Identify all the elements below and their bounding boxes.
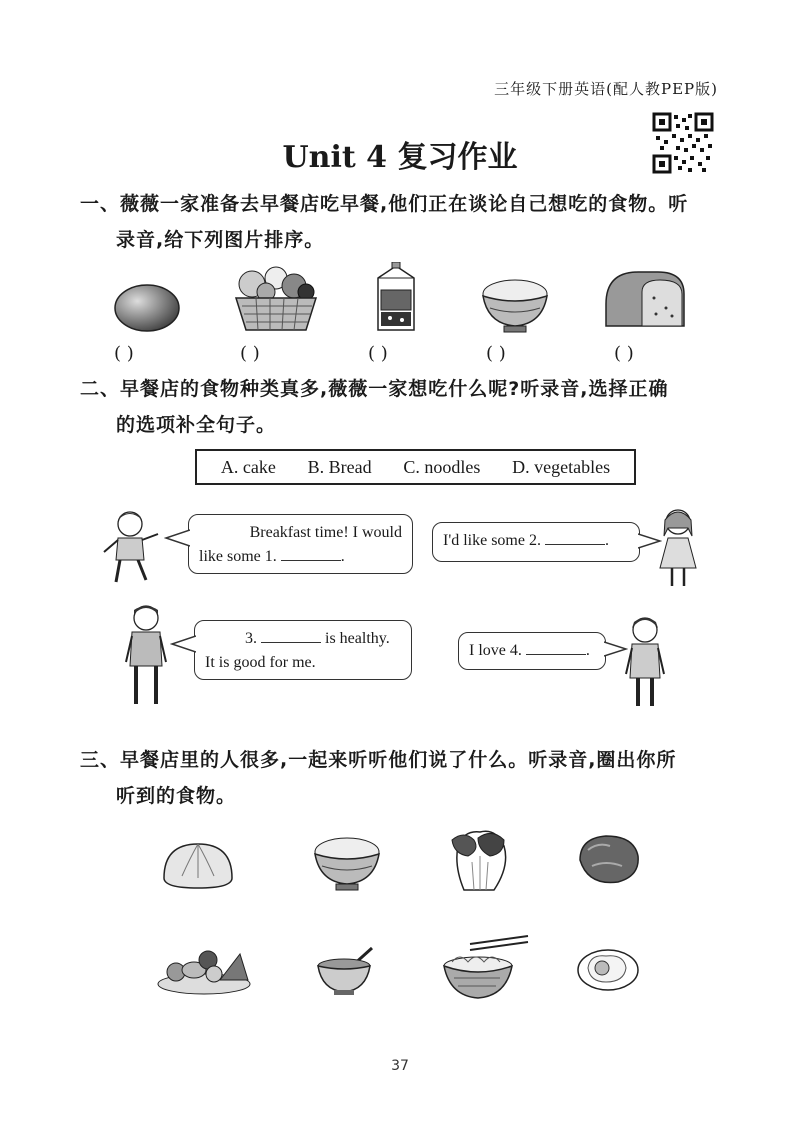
speech-bubble-2 (432, 522, 640, 562)
section1-instructions (80, 186, 725, 258)
section2-line2: 的选项补全句子。 (116, 414, 277, 436)
bubble4-end: . (585, 642, 590, 659)
option-b: B. Bread (307, 456, 372, 477)
answer-blank-2[interactable]: ( ) (240, 343, 260, 364)
answer-blank-4[interactable]: ( ) (486, 343, 506, 364)
rice-bowl-icon (312, 834, 382, 892)
qr-code-icon (652, 112, 714, 174)
blank-2[interactable] (545, 531, 605, 545)
fruit-plate-icon (156, 944, 252, 996)
answer-blank-1[interactable]: ( ) (114, 343, 134, 364)
meat-icon (574, 830, 644, 888)
answer-blank-3[interactable]: ( ) (368, 343, 388, 364)
bubble2-line: I'd like some 2. (443, 532, 541, 549)
bubble1-line1: Breakfast time! I would (249, 524, 402, 541)
option-a: A. cake (220, 456, 276, 477)
girl-character-icon (656, 506, 700, 590)
bubble1-line2: like some 1. (199, 548, 277, 565)
woman-character-icon (622, 614, 668, 710)
page-title: Unit 4 复习作业 (282, 140, 518, 175)
section2-line1: 二、早餐店的食物种类真多,薇薇一家想吃什么呢?听录音,选择正确 (80, 378, 669, 400)
fried-egg-icon (576, 946, 640, 994)
blank-1[interactable] (281, 547, 341, 561)
answer-blank-5[interactable]: ( ) (614, 343, 634, 364)
boy-character-icon (100, 508, 166, 586)
page-number: 37 (391, 1058, 409, 1074)
bubble1-end: . (340, 548, 345, 565)
speech-bubble-3 (194, 620, 412, 680)
section3-instructions (80, 742, 725, 814)
soup-bowl-icon (314, 946, 378, 998)
bubble-tail (170, 634, 196, 654)
noodles-icon (440, 934, 530, 1004)
bread-loaf-icon (598, 264, 690, 334)
bubble4-line: I love 4. (469, 642, 522, 659)
section1-line2: 录音,给下列图片排序。 (116, 229, 325, 251)
milk-carton-icon (372, 262, 420, 334)
man-character-icon (122, 604, 170, 708)
bubble3-line1: is healthy. (325, 630, 390, 647)
cabbage-icon (444, 826, 514, 896)
bubble3-line2: It is good for me. (205, 654, 316, 671)
option-c: C. noodles (403, 456, 481, 477)
blank-3[interactable] (261, 629, 321, 643)
section2-instructions (80, 371, 725, 443)
steamed-bun-icon (160, 838, 236, 892)
speech-bubble-4 (458, 632, 606, 670)
option-d: D. vegetables (512, 456, 611, 477)
bubble2-end: . (604, 532, 609, 549)
speech-bubble-1 (188, 514, 413, 574)
fruit-basket-icon (230, 266, 322, 334)
bubble3-number: 3. (245, 630, 257, 647)
egg-icon (112, 282, 184, 334)
section3-line1: 三、早餐店里的人很多,一起来听听他们说了什么。听录音,圈出你所 (80, 749, 677, 771)
section1-line1: 一、薇薇一家准备去早餐店吃早餐,他们正在谈论自己想吃的食物。听 (80, 193, 689, 215)
header-tag: 三年级下册英语(配人教PEP版) (494, 80, 718, 98)
rice-bowl-icon (480, 276, 550, 334)
section3-line2: 听到的食物。 (116, 785, 237, 807)
options-box (195, 449, 636, 485)
blank-4[interactable] (526, 641, 586, 655)
bubble-tail (164, 528, 190, 548)
